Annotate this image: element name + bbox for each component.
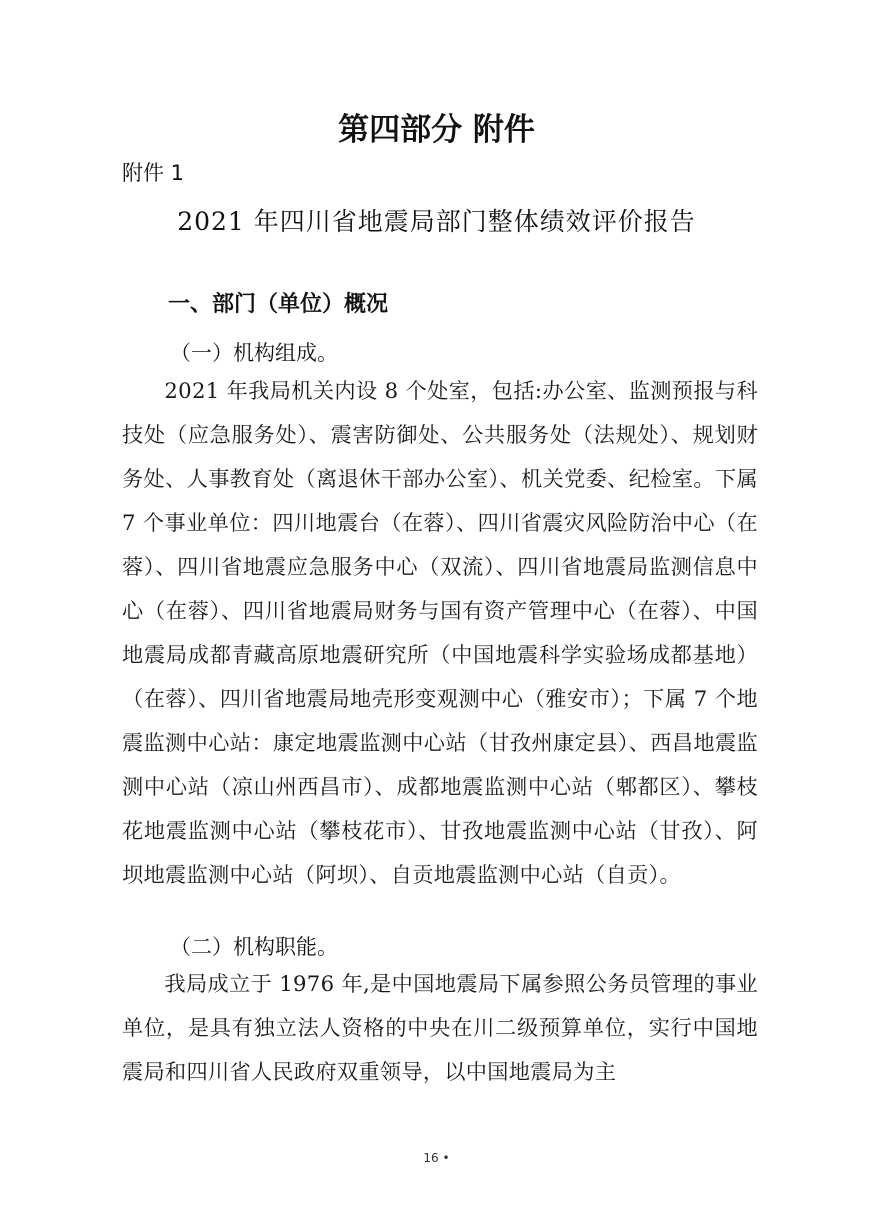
subsection-heading-2: （二）机构职能。 — [170, 935, 338, 959]
subsection-heading-1: （一）机构组成。 — [170, 341, 338, 365]
paragraph-institution-composition: 2021 年我局机关内设 8 个处室，包括:办公室、监测预报与科技处（应急服务处）、震害防御处、公共服务处（法规处）、规划财务处、人事教育处（离退休干部办公室）、机关党委、纪检室。下属 7 个事业单位：四川地震台（在蓉）、四川省震灾风险防治中心（在蓉）、四川省地震应急服务中心（双流）、四川省地震局监测信息中心（在蓉）、四川省地震局财务与国有资产管理中心（在蓉）、中国地震局成都青藏高原地震研究所（中国地震科学实验场成都基地）（在蓉）、四川省地震局地壳形变观测中心（雅安市）；下属 7 个地震监测中心站：康定地震监测中心站（甘孜州康定县）、西昌地震监测中心站（凉山州西昌市）、成都地震监测中心站（郫都区）、攀枝花地震监测中心站（攀枝花市）、甘孜地震监测中心站（甘孜）、阿坝地震监测中心站（阿坝）、自贡地震监测中心站（自贡）。 — [122, 378, 758, 887]
page-number: 16 • — [423, 1151, 450, 1165]
section-heading: 一、部门（单位）概况 — [168, 292, 389, 317]
attachment-label: 附件 1 — [122, 161, 185, 185]
paragraph-institution-functions: 我局成立于 1976 年,是中国地震局下属参照公务员管理的事业单位，是具有独立法人资格的中央在川二级预算单位，实行中国地震局和四川省人民政府双重领导，以中国地震局为主 — [122, 971, 758, 1084]
part-title: 第四部分 附件 — [338, 112, 535, 148]
report-title: 2021 年四川省地震局部门整体绩效评价报告 — [177, 207, 696, 236]
